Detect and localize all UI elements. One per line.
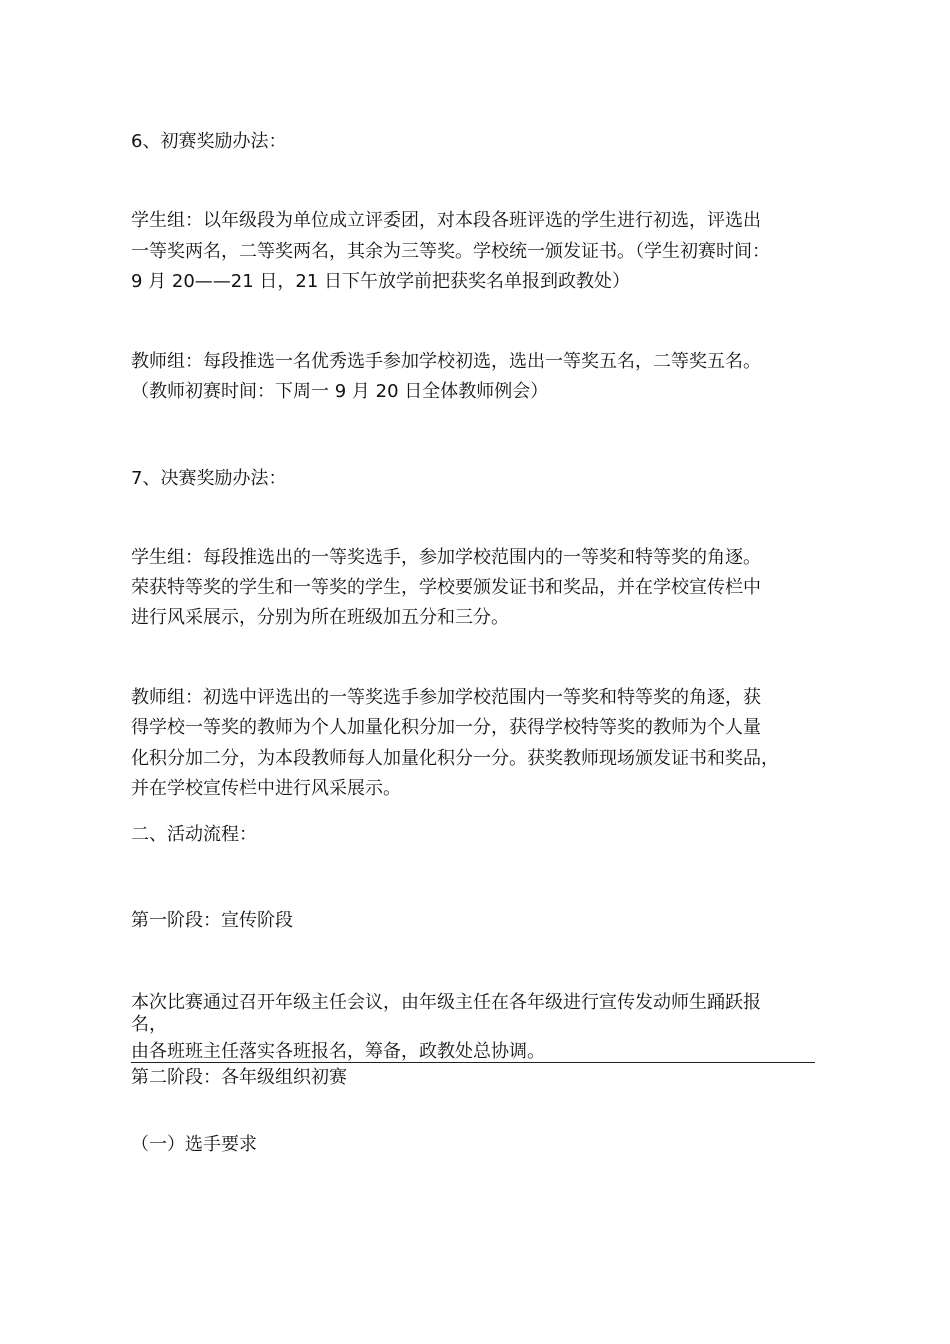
underline-rule: [131, 1062, 815, 1063]
stage1-title: 第一阶段：宣传阶段: [131, 910, 293, 931]
stage1-line-3: 由各班班主任落实各班报名，筹备，政教处总协调。: [131, 1041, 545, 1062]
section6-student-line-1: 学生组：以年级段为单位成立评委团，对本段各班评选的学生进行初选，评选出: [131, 210, 761, 231]
section7-student-line-1: 学生组：每段推选出的一等奖选手，参加学校范围内的一等奖和特等奖的角逐。: [131, 547, 761, 568]
section7-heading: 7、决赛奖励办法：: [131, 468, 287, 489]
section6-student-line-2: 一等奖两名，二等奖两名，其余为三等奖。学校统一颁发证书。（学生初赛时间：: [131, 241, 770, 262]
stage2-title: 第二阶段：各年级组织初赛: [131, 1067, 347, 1088]
stage1-line-2: 名，: [131, 1014, 167, 1035]
section6-teacher-line-1: 教师组：每段推选一名优秀选手参加学校初选，选出一等奖五名，二等奖五名。: [131, 351, 761, 372]
section7-student-line-3: 进行风采展示，分别为所在班级加五分和三分。: [131, 607, 509, 628]
section6-heading: 6、初赛奖励办法：: [131, 131, 287, 152]
section6-student-line-3: 9 月 20——21 日，21 日下午放学前把获奖名单报到政教处）: [131, 271, 631, 292]
section7-teacher-line-1: 教师组：初选中评选出的一等奖选手参加学校范围内一等奖和特等奖的角逐，获: [131, 687, 761, 708]
section2-heading: 二、活动流程：: [131, 824, 257, 845]
stage2-sub1: （一）选手要求: [131, 1134, 257, 1155]
section7-student-line-2: 荣获特等奖的学生和一等奖的学生，学校要颁发证书和奖品，并在学校宣传栏中: [131, 577, 761, 598]
section7-teacher-line-3: 化积分加二分，为本段教师每人加量化积分一分。获奖教师现场颁发证书和奖品，: [131, 748, 779, 769]
section7-teacher-line-4: 并在学校宣传栏中进行风采展示。: [131, 778, 401, 799]
stage1-line-1: 本次比赛通过召开年级主任会议，由年级主任在各年级进行宣传发动师生踊跃报: [131, 992, 761, 1013]
section7-teacher-line-2: 得学校一等奖的教师为个人加量化积分加一分，获得学校特等奖的教师为个人量: [131, 717, 761, 738]
section6-teacher-line-2: （教师初赛时间：下周一 9 月 20 日全体教师例会）: [131, 381, 549, 402]
